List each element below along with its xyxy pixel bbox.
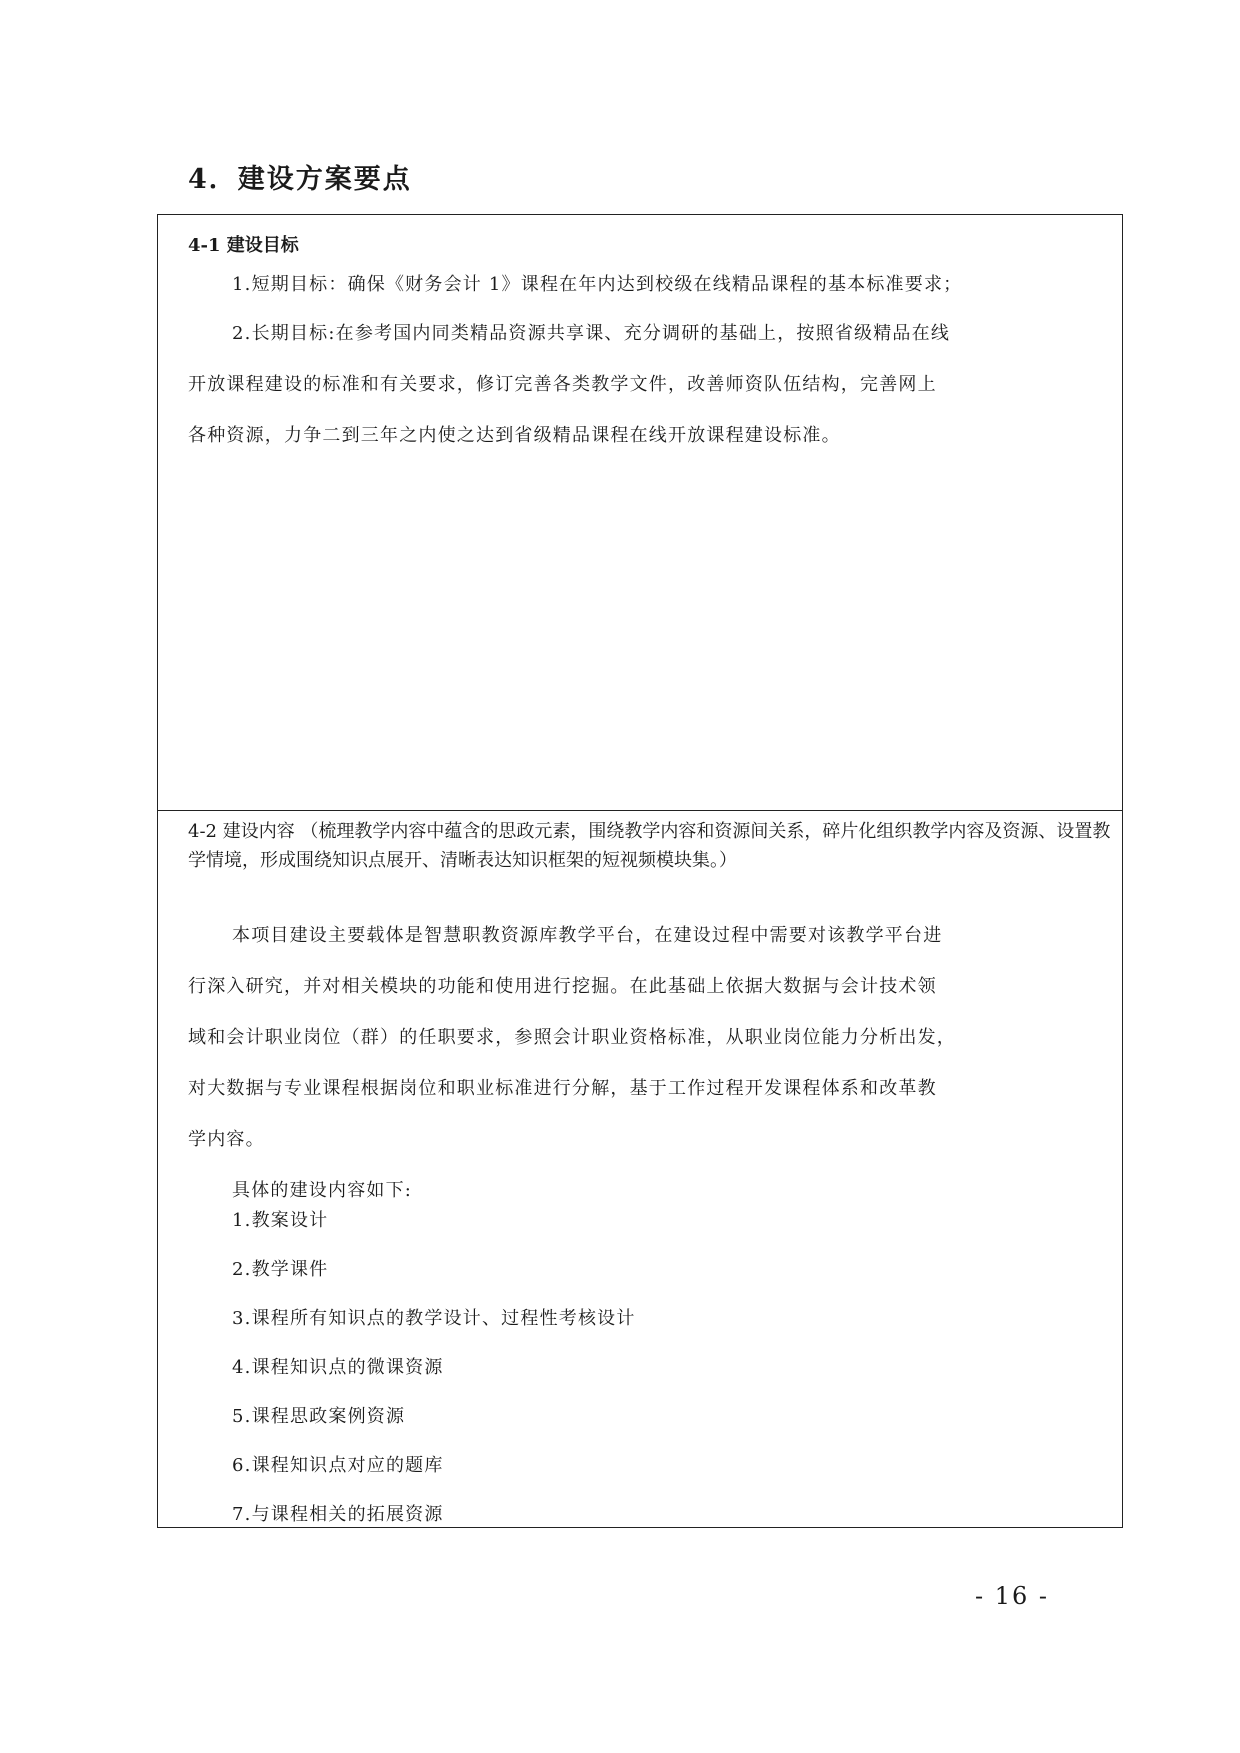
list-item: 5.课程思政案例资源 (232, 1406, 406, 1427)
list-item: 2.教学课件 (232, 1259, 329, 1280)
text-line: 具体的建设内容如下: (232, 1180, 413, 1201)
goals-cell (158, 215, 1122, 811)
list-item: 4.课程知识点的微课资源 (232, 1357, 444, 1378)
long-term-goal (188, 308, 1088, 461)
text-line: 2.长期目标:在参考国内同类精品资源共享课、充分调研的基础上，按照省级精品在线 (232, 323, 951, 344)
list-item: 6.课程知识点对应的题库 (232, 1455, 444, 1476)
short-term-goal (188, 259, 1088, 310)
content-intro (188, 910, 1088, 1216)
goals-title: 4-1 建设目标 (188, 235, 299, 256)
text-line: 域和会计职业岗位（群）的任职要求，参照会计职业资格标准，从职业岗位能力分析出发， (188, 1027, 956, 1048)
page-number: - 16 - (975, 1582, 1050, 1610)
text-line: 1.短期目标：确保《财务会计 1》课程在年内达到校级在线精品课程的基本标准要求； (232, 274, 963, 295)
text-line: 本项目建设主要载体是智慧职教资源库教学平台，在建设过程中需要对该教学平台进 (232, 925, 943, 946)
text-line: 开放课程建设的标准和有关要求，修订完善各类教学文件，改善师资队伍结构，完善网上 (188, 374, 937, 395)
content-list (232, 1196, 636, 1539)
plan-table (157, 214, 1123, 1528)
list-item: 7.与课程相关的拓展资源 (232, 1504, 444, 1525)
text-line: 行深入研究，并对相关模块的功能和使用进行挖掘。在此基础上依据大数据与会计技术领 (188, 976, 937, 997)
text-line: 学内容。 (188, 1129, 265, 1150)
list-item: 3.课程所有知识点的教学设计、过程性考核设计 (232, 1308, 636, 1329)
content-title: 4-2 建设内容 （梳理教学内容中蕴含的思政元素，围绕教学内容和资源间关系，碎片化组织教学内容及资源、设置教学情境，形成围绕知识点展开、清晰表达知识框架的短视频模块集。） (188, 821, 1111, 871)
content-cell (158, 811, 1122, 1527)
list-item: 1.教案设计 (232, 1210, 329, 1231)
text-line: 各种资源，力争二到三年之内使之达到省级精品课程在线开放课程建设标准。 (188, 425, 841, 446)
text-line: 对大数据与专业课程根据岗位和职业标准进行分解，基于工作过程开发课程体系和改革教 (188, 1078, 937, 1099)
section-heading: 4．建设方案要点 (188, 164, 412, 195)
